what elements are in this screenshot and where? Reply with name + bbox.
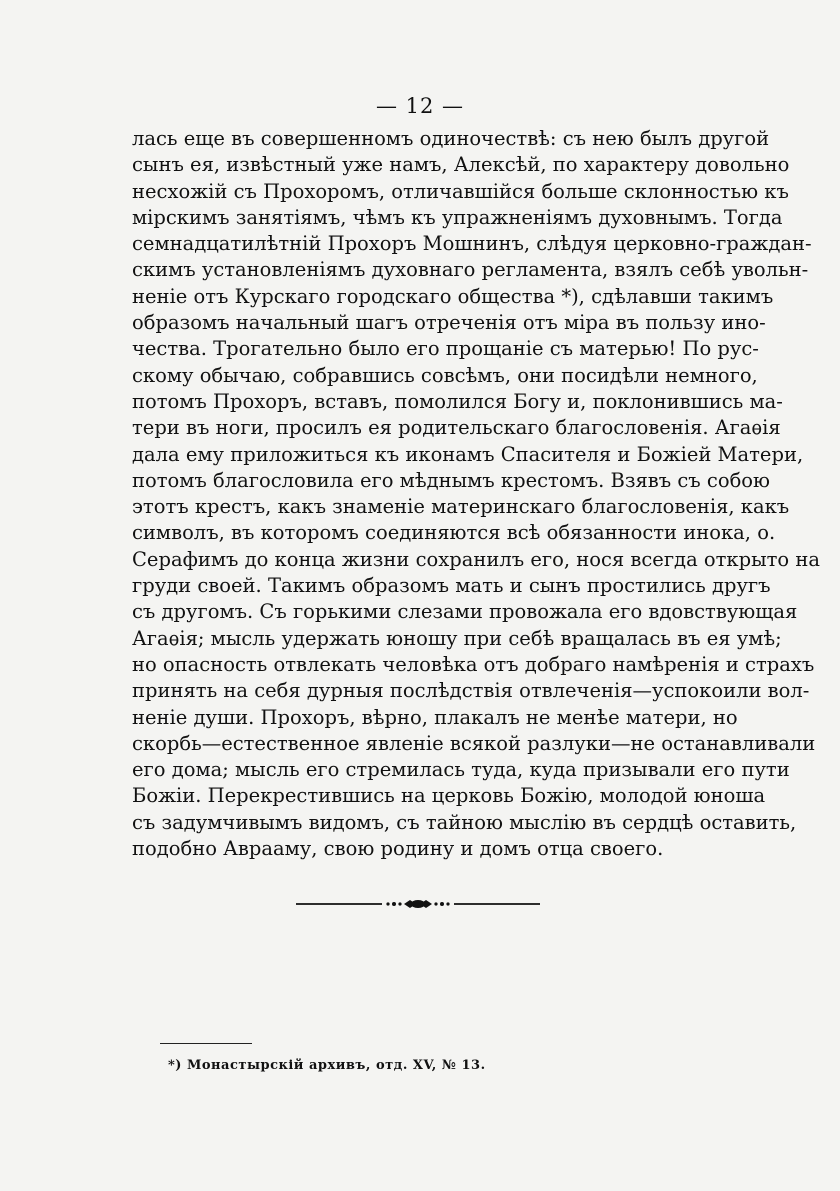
- text-line: лась еще въ совершенномъ одиночествѣ: съ нею былъ другой: [132, 127, 770, 150]
- text-line: неніе души. Прохоръ, вѣрно, плакалъ не менѣе матери, но: [132, 705, 738, 729]
- text-line: тери въ ноги, просилъ ея родительскаго благословенія. Агаѳія: [132, 416, 781, 440]
- text-line: потомъ благословила его мѣднымъ крестомъ. Взявъ съ собою: [132, 468, 771, 492]
- text-line: мірскимъ занятіямъ, чѣмъ къ упражненіямъ духовнымъ. Тогда: [132, 205, 783, 229]
- text-line: образомъ начальный шагъ отреченія отъ міра въ пользу ино-: [132, 311, 766, 335]
- text-line: дала ему приложиться къ иконамъ Спасителя и Божіей Матери,: [132, 442, 804, 466]
- text-line: этотъ крестъ, какъ знаменіе материнскаго благословенія, какъ: [132, 495, 790, 519]
- text-line: его дома; мысль его стремилась туда, куда призывали его пути: [132, 758, 790, 782]
- text-line: Серафимъ до конца жизни сохранилъ его, нося всегда открыто на: [132, 547, 820, 571]
- text-line: Божіи. Перекрестившись на церковь Божію, молодой юноша: [132, 784, 766, 808]
- text-line: подобно Аврааму, свою родину и домъ отца своего.: [132, 837, 664, 861]
- footnote: *) Монастырскій архивъ, отд. XV, № 13.: [168, 1058, 486, 1073]
- ornament-divider: [296, 894, 540, 914]
- text-line: скимъ установленіямъ духовнаго регламента, взялъ себѣ увольн-: [132, 258, 809, 282]
- text-line: скому обычаю, собравшись совсѣмъ, они посидѣли немного,: [132, 363, 758, 387]
- text-line: съ задумчивымъ видомъ, съ тайною мыслію въ сердцѣ оставить,: [132, 810, 797, 834]
- text-line: съ другомъ. Съ горькими слезами провожала его вдовствующая: [132, 600, 798, 624]
- text-line: скорбь—естественное явленіе всякой разлуки—не останавливали: [132, 731, 816, 755]
- page-number: — 12 —: [375, 94, 465, 118]
- text-line: Агаѳія; мысль удержать юношу при себѣ вращалась въ ея умѣ;: [132, 626, 782, 650]
- text-line: неніе отъ Курскаго городскаго общества *), сдѣлавши такимъ: [132, 284, 774, 308]
- footnote-divider: [160, 1043, 252, 1044]
- text-line: принять на себя дурныя послѣдствія отвлеченія—успокоили вол-: [132, 679, 810, 703]
- text-line: чества. Трогательно было его прощаніе съ матерью! По рус-: [132, 337, 759, 361]
- text-line: семнадцатилѣтній Прохоръ Мошнинъ, слѣдуя церковно-граждан-: [132, 232, 812, 256]
- text-line: сынъ ея, извѣстный уже намъ, Алексѣй, по характеру довольно: [132, 153, 790, 177]
- text-line: несхожій съ Прохоромъ, отличавшійся больше склонностью къ: [132, 179, 789, 203]
- body-text: [132, 126, 820, 862]
- text-line: потомъ Прохоръ, вставъ, помолился Богу и, поклонившись ма-: [132, 389, 783, 413]
- text-line: груди своей. Такимъ образомъ мать и сынъ простились другъ: [132, 574, 771, 598]
- text-line: символъ, въ которомъ соединяются всѣ обязанности инока, о.: [132, 521, 776, 545]
- text-line: но опасность отвлекать человѣка отъ добраго намѣренія и страхъ: [132, 652, 815, 676]
